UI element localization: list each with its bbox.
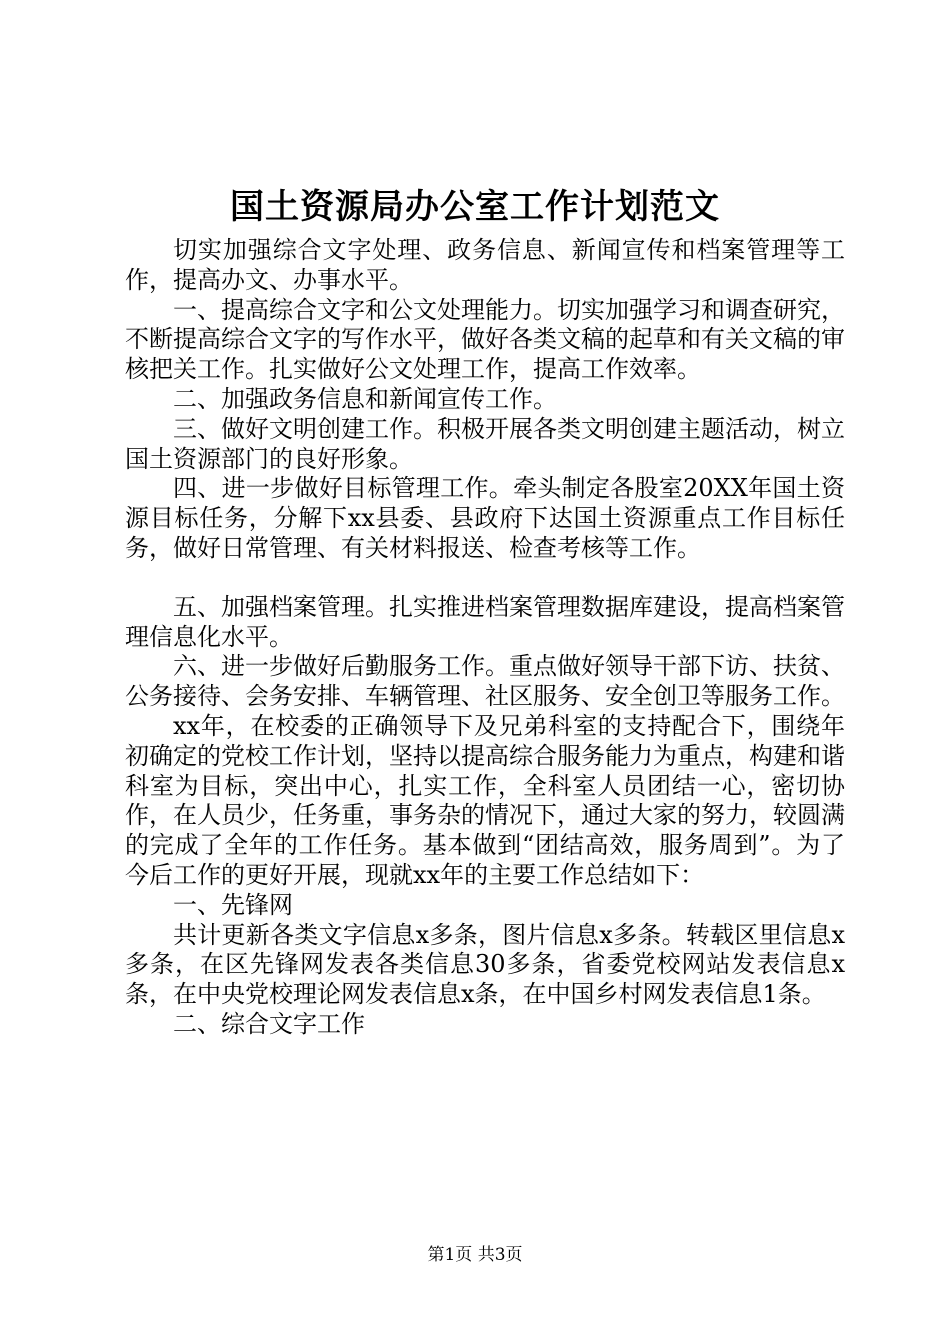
paragraph: 六、进一步做好后勤服务工作。重点做好领导干部下访、扶贫、公务接待、会务安排、车辆管理、社区服务、安全创卫等服务工作。	[125, 652, 845, 711]
section-heading: 二、综合文字工作	[173, 1009, 365, 1038]
paragraph: xx年，在校委的正确领导下及兄弟科室的支持配合下，围绕年初确定的党校工作计划，坚持以提高综合服务能力为重点，构建和谐科室为目标，突出中心，扎实工作，全科室人员团结一心，密切协作，在人员少，任务重，事务杂的情况下，通过大家的努力，较圆满的完成了全年的工作任务。基本做到“团结高效，服务周到”。为了今后工作的更好开展，现就xx年的主要工作总结如下：	[125, 711, 845, 889]
document-title: 国土资源局办公室工作计划范文	[230, 187, 720, 227]
paragraph-gap	[125, 564, 845, 593]
page-number: 第1页 共3页	[427, 1245, 523, 1265]
paragraph: 三、做好文明创建工作。积极开展各类文明创建主题活动，树立国土资源部门的良好形象。	[125, 414, 845, 473]
paragraph: 四、进一步做好目标管理工作。牵头制定各股室20XX年国土资源目标任务，分解下xx县委、县政府下达国土资源重点工作目标任务，做好日常管理、有关材料报送、检查考核等工作。	[125, 474, 845, 562]
paragraph: 共计更新各类文字信息x多条，图片信息x多条。转载区里信息x多条，在区先锋网发表各类信息30多条，省委党校网站发表信息x条，在中央党校理论网发表信息x条，在中国乡村网发表信息1条。	[125, 920, 845, 1009]
paragraph: 五、加强档案管理。扎实推进档案管理数据库建设，提高档案管理信息化水平。	[125, 592, 845, 651]
paragraph: 二、加强政务信息和新闻宣传工作。	[173, 384, 557, 413]
section-heading: 一、先锋网	[173, 890, 293, 919]
paragraph: 切实加强综合文字处理、政务信息、新闻宣传和档案管理等工作，提高办文、办事水平。	[125, 236, 845, 294]
document-body	[125, 236, 845, 1040]
paragraph: 一、提高综合文字和公文处理能力。切实加强学习和调查研究，不断提高综合文字的写作水平，做好各类文稿的起草和有关文稿的审核把关工作。扎实做好公文处理工作，提高工作效率。	[125, 295, 845, 384]
